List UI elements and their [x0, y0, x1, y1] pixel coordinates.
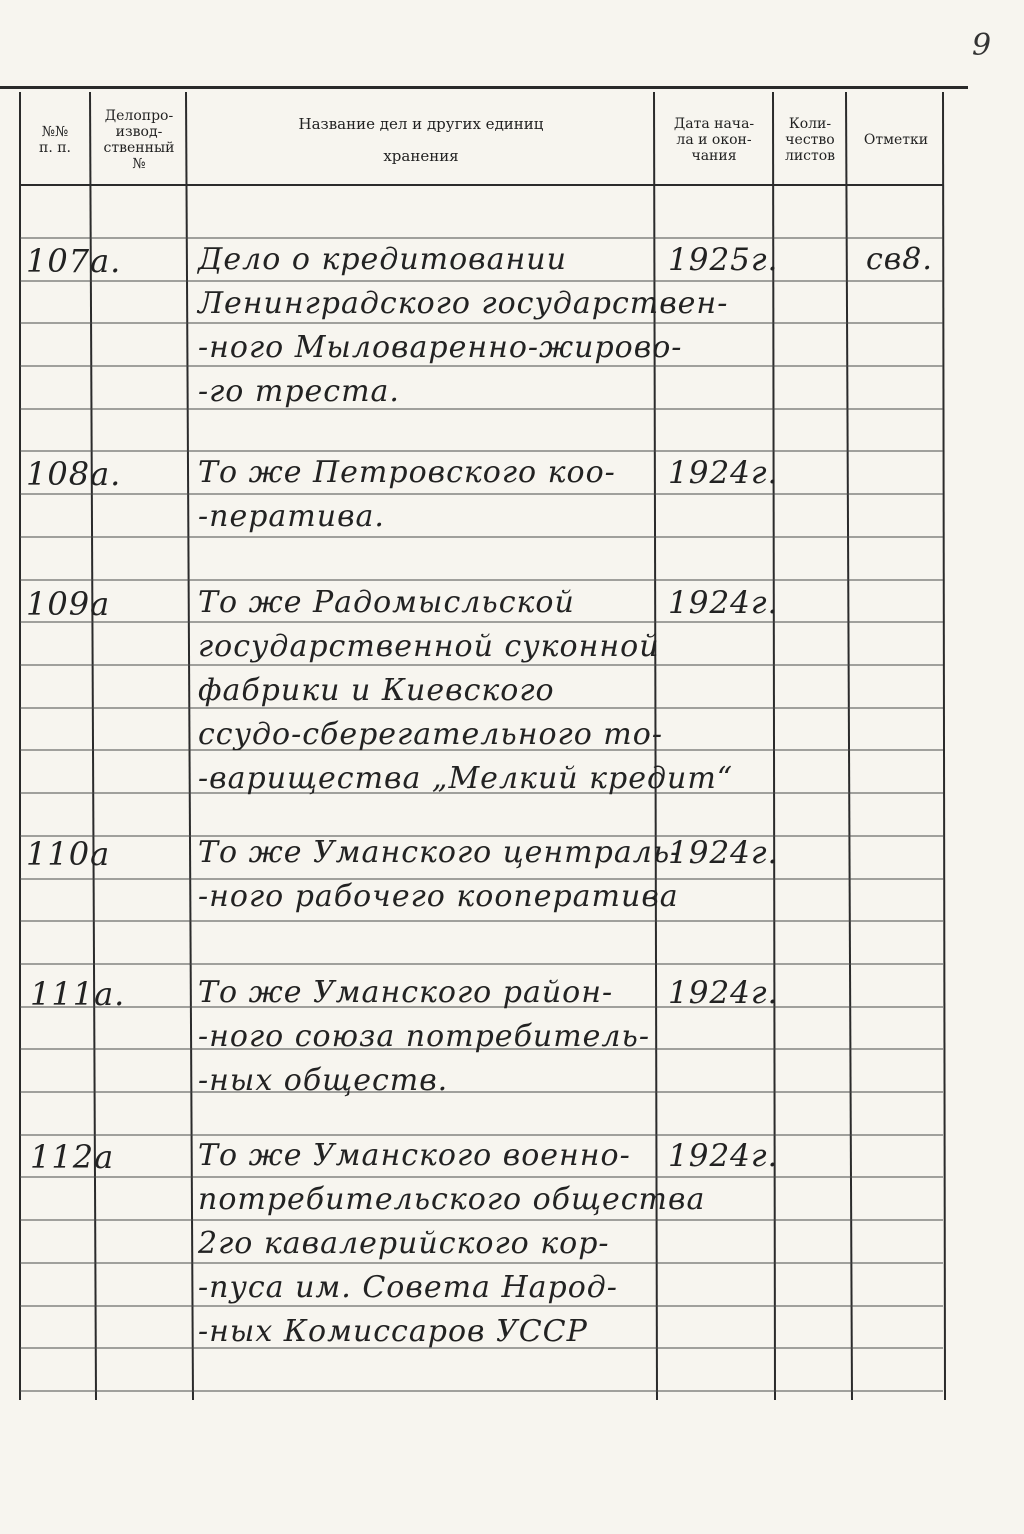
- record-title-line: 2го кавалерийского кор-: [198, 1226, 610, 1261]
- record-title-line: -ных Комиссаров УССР: [198, 1314, 588, 1349]
- record-title-line: Дело о кредитовании: [198, 242, 567, 277]
- record-title-line: -ного союза потребитель-: [198, 1019, 650, 1054]
- record-date: 1925г.: [668, 242, 779, 278]
- record-title-line: -пуса им. Совета Народ-: [198, 1270, 618, 1305]
- page-number: 9: [972, 28, 992, 63]
- record-date: 1924г.: [668, 1138, 779, 1174]
- record-number: 112а: [30, 1138, 115, 1176]
- record-title-line: -варищества „Мелкий кредит“: [198, 761, 734, 796]
- record-number: 111а.: [30, 975, 126, 1013]
- record-date: 1924г.: [668, 975, 779, 1011]
- record-title-line: -ного рабочего кооператива: [198, 879, 679, 914]
- record-date: 1924г.: [668, 835, 779, 871]
- record-title-line: То же Уманского централь-: [198, 835, 682, 870]
- header-col-notes: Отметки: [863, 132, 929, 148]
- record-title-line: То же Уманского район-: [198, 975, 614, 1010]
- header-col-sheets: Коли- чество листов: [784, 116, 836, 164]
- record-date: 1924г.: [668, 455, 779, 491]
- record-title-line: фабрики и Киевского: [198, 673, 555, 708]
- record-title-line: То же Радомысльской: [198, 585, 575, 620]
- record-title-line: Ленинградского государствен-: [198, 286, 729, 321]
- record-title-line: потребительского общества: [198, 1182, 706, 1217]
- record-number: 108а.: [26, 455, 122, 493]
- record-number: 109а: [26, 585, 111, 623]
- header-col-number: №№ п. п.: [38, 124, 71, 156]
- record-title-line: То же Уманского военно-: [198, 1138, 631, 1173]
- record-title-line: -ператива.: [198, 499, 385, 534]
- header-col-title: Название дел и других единиц хранения: [298, 115, 544, 165]
- record-title-line: государственной суконной: [198, 629, 660, 664]
- record-title-line: ссудо-сберегательного то-: [198, 717, 663, 752]
- record-title-line: -ного Мыловаренно-жирово-: [198, 330, 683, 365]
- record-note: св8.: [866, 242, 933, 277]
- header-col-office-number: Делопро- извод- ственный №: [103, 108, 175, 172]
- record-title-line: -го треста.: [198, 374, 400, 409]
- record-number: 107а.: [26, 242, 122, 280]
- record-number: 110а: [26, 835, 111, 873]
- record-title-line: -ных обществ.: [198, 1063, 449, 1098]
- header-col-date: Дата нача- ла и окон- чания: [673, 116, 755, 164]
- record-title-line: То же Петровского коо-: [198, 455, 616, 490]
- record-date: 1924г.: [668, 585, 779, 621]
